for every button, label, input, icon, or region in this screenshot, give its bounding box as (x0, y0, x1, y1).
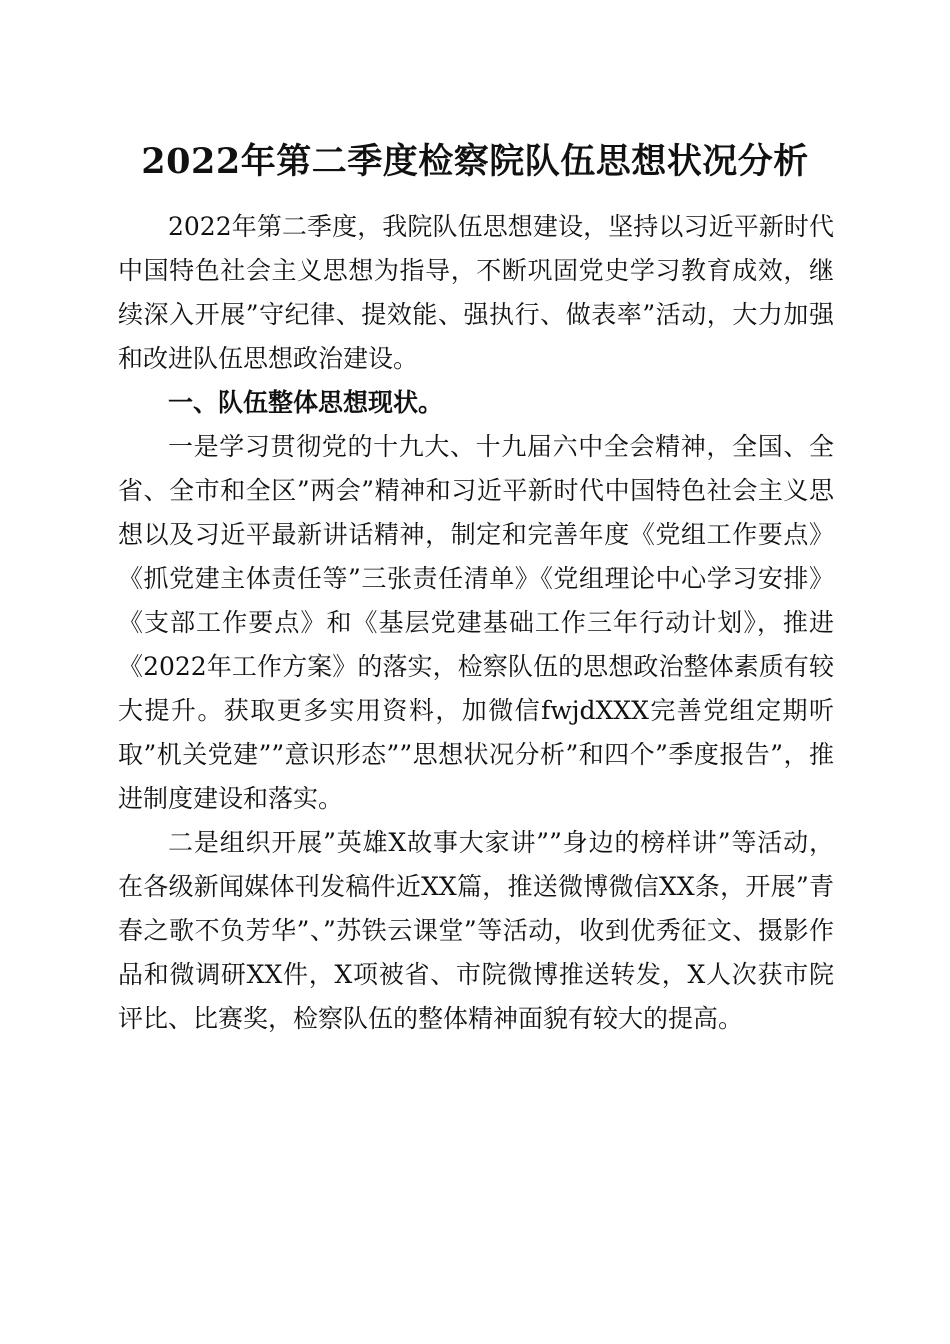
section-heading: 一、队伍整体思想现状。 (168, 388, 444, 417)
document-title: 2022年第二季度检察院队伍思想状况分析 (141, 141, 809, 182)
document-body (118, 205, 834, 1041)
intro-paragraph: 2022年第二季度，我院队伍思想建设，坚持以习近平新时代中国特色社会主义思想为指导，不断巩固党史学习教育成效，继续深入开展”守纪律、提效能、强执行、做表率”活动，大力加强和改进队伍思想政治建设。 (118, 212, 834, 373)
body-paragraph-2: 二是组织开展”英雄X故事大家讲””身边的榜样讲”等活动，在各级新闻媒体刊发稿件近XX篇，推送微博微信XX条，开展”青春之歌不负芳华”、”苏铁云课堂”等活动，收到优秀征文、摄影作品和微调研XX件，X项被省、市院微博推送转发，X人次获市院评比、比赛奖，检察队伍的整体精神面貌有较大的提高。 (118, 828, 834, 1033)
body-paragraph-1: 一是学习贯彻党的十九大、十九届六中全会精神，全国、全省、全市和全区”两会”精神和习近平新时代中国特色社会主义思想以及习近平最新讲话精神，制定和完善年度《党组工作要点》《抓党建主体责任等”三张责任清单》《党组理论中心学习安排》《支部工作要点》和《基层党建基础工作三年行动计划》，推进《2022年工作方案》的落实，检察队伍的思想政治整体素质有较大提升。获取更多实用资料，加微信fwjdXXX完善党组定期听取”机关党建””意识形态””思想状况分析”和四个”季度报告”，推进制度建设和落实。 (118, 432, 834, 813)
